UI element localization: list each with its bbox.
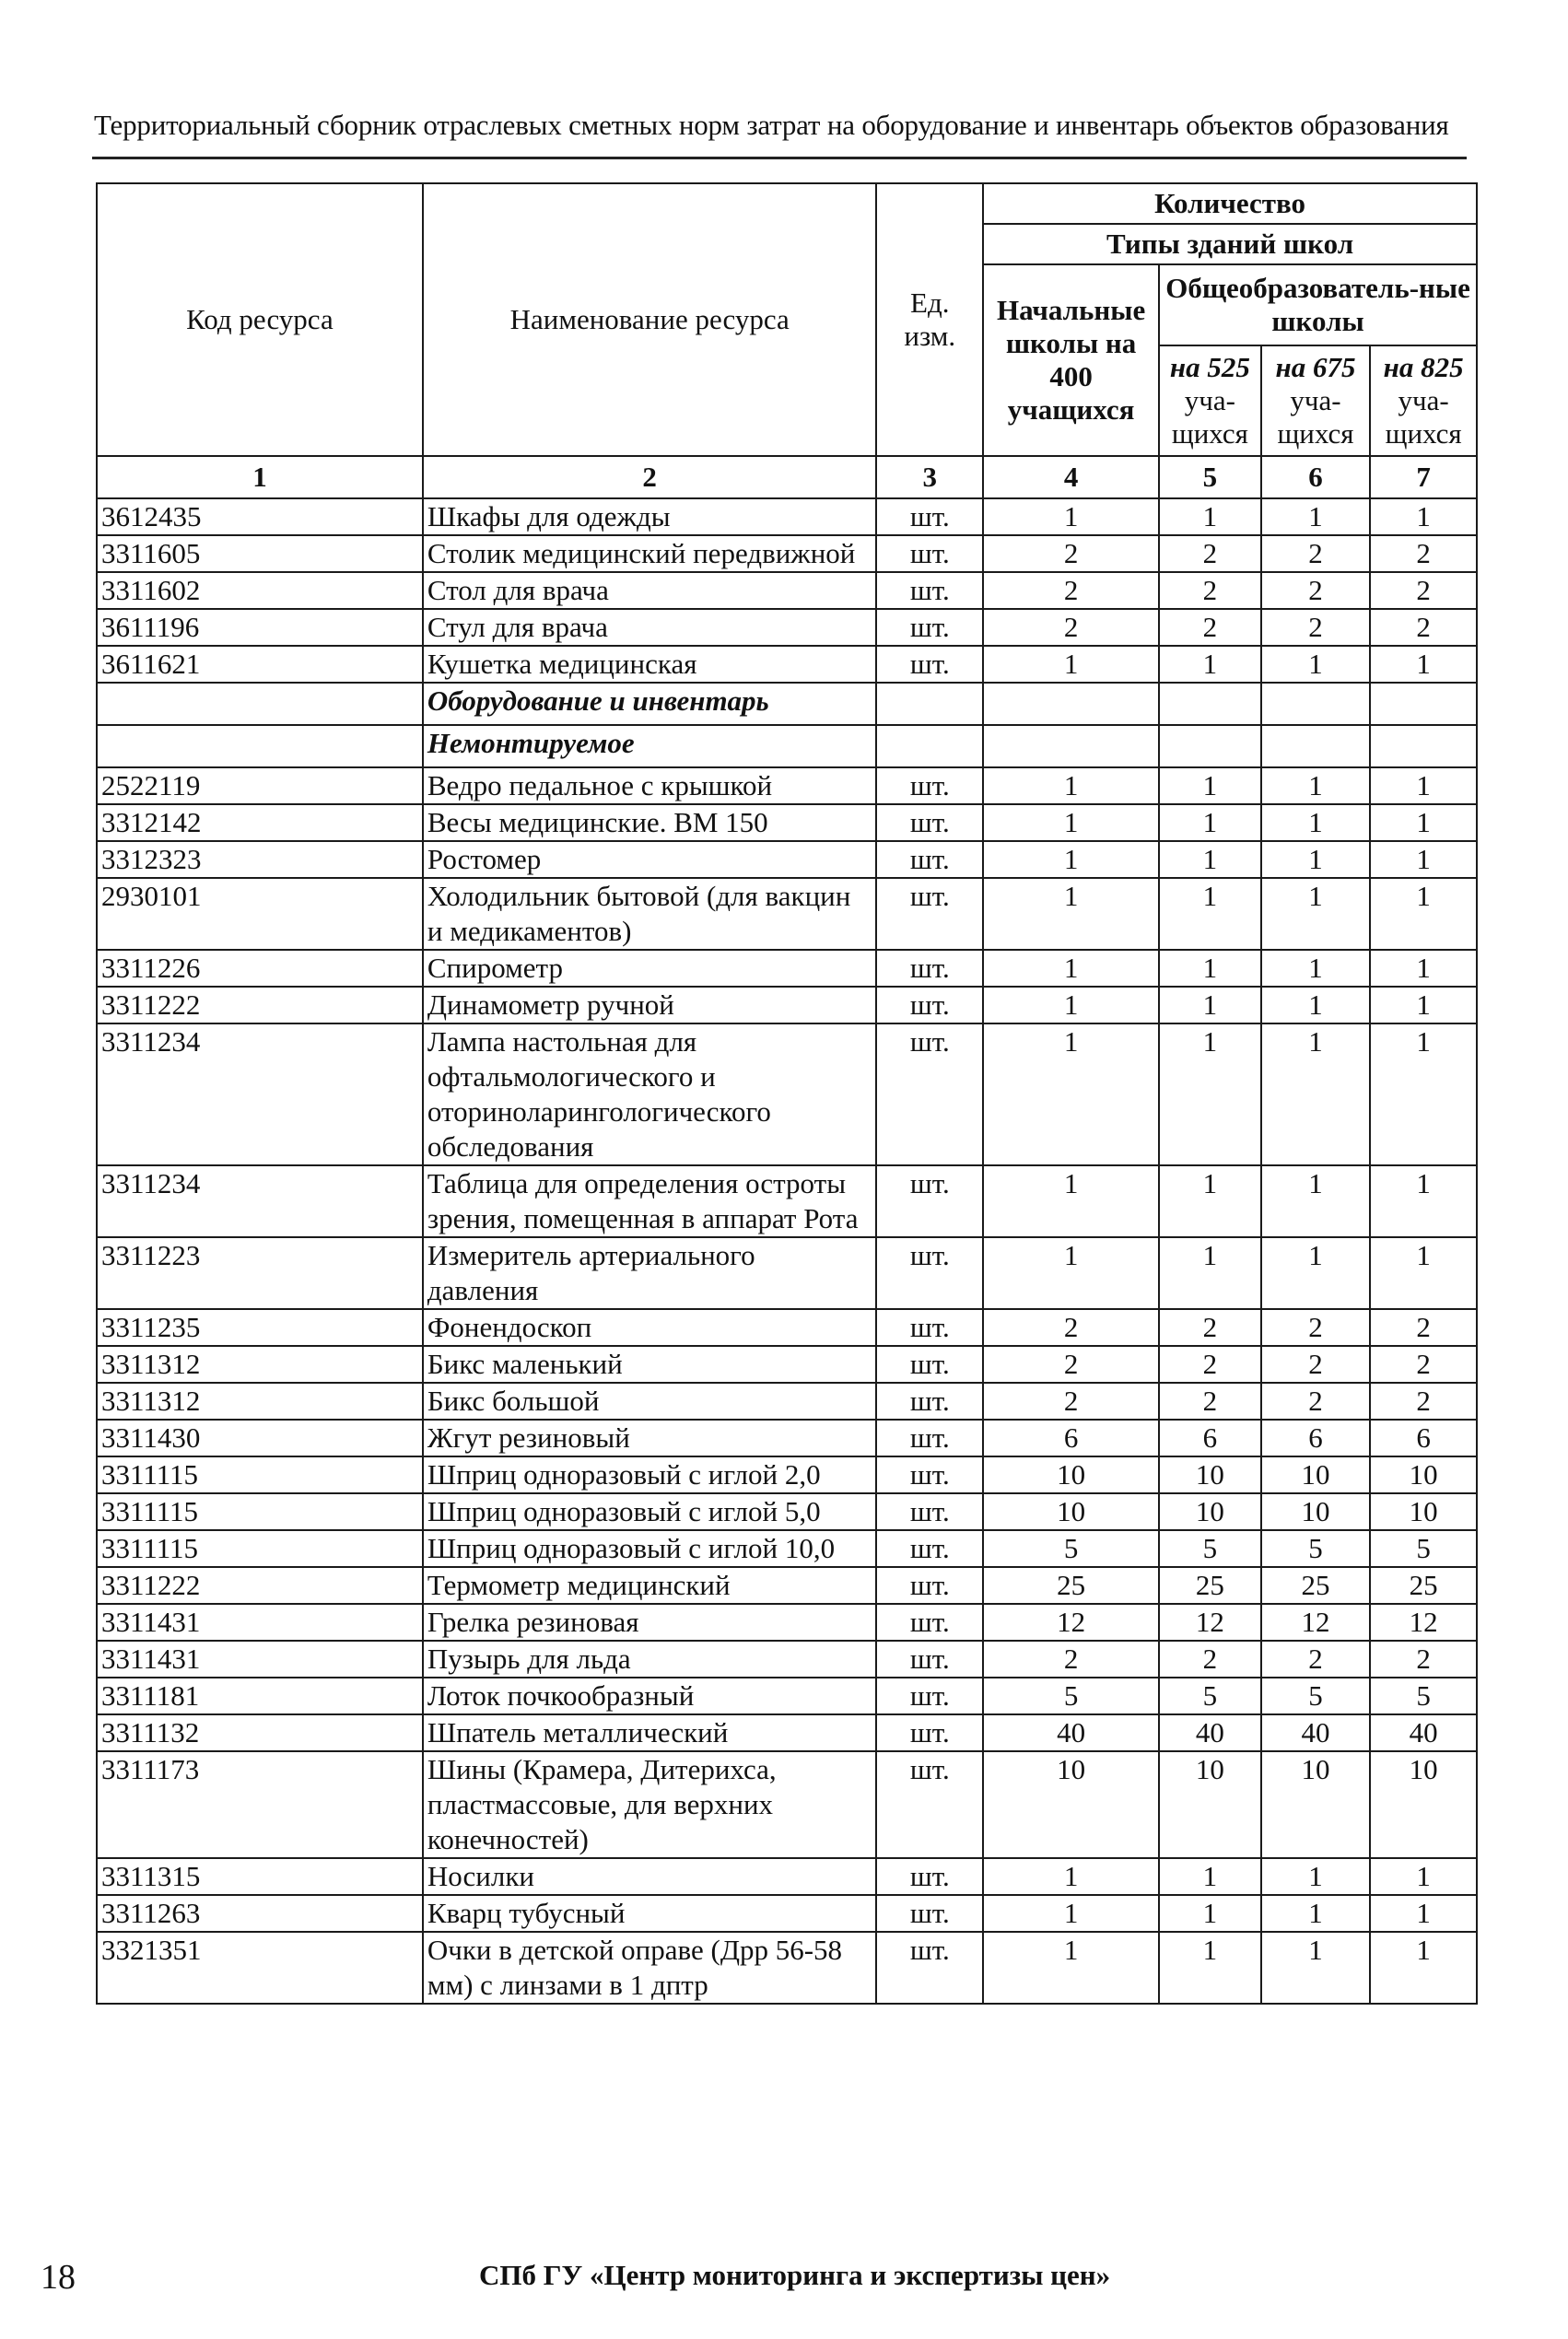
qty-general-675: 1: [1261, 646, 1371, 683]
qty-general-525: 1: [1159, 987, 1261, 1023]
col-number: 1: [97, 456, 423, 498]
table-row: [97, 1604, 1477, 1641]
resource-code: 3612435: [97, 498, 423, 535]
table-row: [97, 1346, 1477, 1383]
resource-name: Шприц одноразовый с иглой 10,0: [423, 1530, 877, 1567]
qty-general-675: 1: [1261, 1932, 1371, 2004]
qty-general-825: 12: [1370, 1604, 1477, 1641]
section-row: [97, 683, 1477, 725]
table-row: [97, 1895, 1477, 1932]
resource-code: 3311181: [97, 1678, 423, 1714]
unit-cell: шт.: [876, 1604, 983, 1641]
qty-general-675: 25: [1261, 1567, 1371, 1604]
unit-cell: шт.: [876, 987, 983, 1023]
unit-cell: шт.: [876, 950, 983, 987]
qty-general-825: 2: [1370, 1346, 1477, 1383]
resource-code: 3311132: [97, 1714, 423, 1751]
qty-general-525: 2: [1159, 1346, 1261, 1383]
qty-general-675: 40: [1261, 1714, 1371, 1751]
section-row: [97, 725, 1477, 767]
header-825: [1370, 345, 1477, 456]
col-number: 4: [983, 456, 1159, 498]
header-name: Наименование ресурса: [423, 183, 877, 456]
section-label: Немонтируемое: [423, 725, 877, 767]
qty-primary-400: 6: [983, 1420, 1159, 1456]
resource-name: Бикс маленький: [423, 1346, 877, 1383]
qty-primary-400: 1: [983, 646, 1159, 683]
resource-code: 3311115: [97, 1530, 423, 1567]
qty-general-525: 1: [1159, 804, 1261, 841]
unit-cell: шт.: [876, 1456, 983, 1493]
resource-code: 3611621: [97, 646, 423, 683]
resource-name: Стол для врача: [423, 572, 877, 609]
qty-general-525: 10: [1159, 1493, 1261, 1530]
resource-name: Таблица для определения остроты зрения, помещенная в аппарат Рота: [423, 1165, 877, 1237]
col-number: 7: [1370, 456, 1477, 498]
qty-general-675: 1: [1261, 1858, 1371, 1895]
qty-general-825: 10: [1370, 1493, 1477, 1530]
qty-primary-400: 2: [983, 572, 1159, 609]
qty-general-825: 1: [1370, 950, 1477, 987]
qty-general-675: 1: [1261, 498, 1371, 535]
resource-name: Шпатель металлический: [423, 1714, 877, 1751]
unit-cell: шт.: [876, 646, 983, 683]
empty-cell: [983, 683, 1159, 725]
qty-general-675: 1: [1261, 1237, 1371, 1309]
qty-general-675: 1: [1261, 950, 1371, 987]
qty-primary-400: 1: [983, 1023, 1159, 1165]
unit-cell: шт.: [876, 609, 983, 646]
qty-primary-400: 40: [983, 1714, 1159, 1751]
resource-code: 3311234: [97, 1165, 423, 1237]
col-number: 2: [423, 456, 877, 498]
qty-primary-400: 2: [983, 1346, 1159, 1383]
qty-general-525: 5: [1159, 1530, 1261, 1567]
header-525-top: на 525: [1169, 351, 1250, 383]
empty-cell: [876, 725, 983, 767]
qty-general-675: 10: [1261, 1751, 1371, 1858]
table-row: [97, 1237, 1477, 1309]
qty-primary-400: 10: [983, 1751, 1159, 1858]
resource-name: Грелка резиновая: [423, 1604, 877, 1641]
resource-code: 3311173: [97, 1751, 423, 1858]
qty-general-525: 2: [1159, 609, 1261, 646]
col-number: 3: [876, 456, 983, 498]
unit-cell: шт.: [876, 1420, 983, 1456]
resource-code: 3611196: [97, 609, 423, 646]
qty-general-525: 1: [1159, 646, 1261, 683]
qty-primary-400: 10: [983, 1456, 1159, 1493]
resource-name: Шины (Крамера, Дитерихса, пластмассовые, для верхних конечностей): [423, 1751, 877, 1858]
qty-primary-400: 2: [983, 1383, 1159, 1420]
qty-general-825: 5: [1370, 1678, 1477, 1714]
qty-general-825: 2: [1370, 1309, 1477, 1346]
unit-cell: шт.: [876, 878, 983, 950]
table-row: [97, 950, 1477, 987]
qty-general-525: 6: [1159, 1420, 1261, 1456]
qty-primary-400: 12: [983, 1604, 1159, 1641]
unit-cell: шт.: [876, 1714, 983, 1751]
resource-code: 2522119: [97, 767, 423, 804]
qty-general-525: 10: [1159, 1751, 1261, 1858]
resource-name: Шкафы для одежды: [423, 498, 877, 535]
qty-general-825: 2: [1370, 572, 1477, 609]
unit-cell: шт.: [876, 1641, 983, 1678]
qty-general-825: 1: [1370, 1237, 1477, 1309]
qty-general-825: 10: [1370, 1456, 1477, 1493]
resource-name: Лампа настольная для офтальмологического и оториноларингологического обследования: [423, 1023, 877, 1165]
qty-general-675: 5: [1261, 1678, 1371, 1714]
qty-primary-400: 1: [983, 1932, 1159, 2004]
qty-primary-400: 1: [983, 950, 1159, 987]
qty-general-675: 1: [1261, 1023, 1371, 1165]
qty-general-675: 2: [1261, 535, 1371, 572]
resource-name: Стул для врача: [423, 609, 877, 646]
header-525-bottom: уча-щихся: [1171, 384, 1248, 450]
table-row: [97, 609, 1477, 646]
resource-code: 3311223: [97, 1237, 423, 1309]
qty-general-825: 1: [1370, 767, 1477, 804]
resource-code: 3312323: [97, 841, 423, 878]
qty-primary-400: 1: [983, 878, 1159, 950]
qty-general-675: 2: [1261, 1309, 1371, 1346]
resource-code: 3311115: [97, 1456, 423, 1493]
qty-general-675: 1: [1261, 804, 1371, 841]
resource-name: Лоток почкообразный: [423, 1678, 877, 1714]
qty-primary-400: 25: [983, 1567, 1159, 1604]
header-825-top: на 825: [1383, 351, 1464, 383]
qty-general-675: 10: [1261, 1493, 1371, 1530]
qty-general-525: 2: [1159, 1383, 1261, 1420]
empty-cell: [1159, 683, 1261, 725]
qty-general-675: 6: [1261, 1420, 1371, 1456]
unit-cell: шт.: [876, 1309, 983, 1346]
qty-general-675: 2: [1261, 1383, 1371, 1420]
resource-name: Очки в детской оправе (Дрр 56-58 мм) с линзами в 1 дптр: [423, 1932, 877, 2004]
resource-code: 3312142: [97, 804, 423, 841]
qty-primary-400: 2: [983, 535, 1159, 572]
resource-name: Бикс большой: [423, 1383, 877, 1420]
qty-general-525: 1: [1159, 1932, 1261, 2004]
qty-general-825: 1: [1370, 1165, 1477, 1237]
qty-general-675: 1: [1261, 987, 1371, 1023]
qty-general-525: 1: [1159, 498, 1261, 535]
table-row: [97, 767, 1477, 804]
qty-primary-400: 2: [983, 1309, 1159, 1346]
header-general-schools: Общеобразователь-ные школы: [1159, 264, 1477, 345]
table-row: [97, 1641, 1477, 1678]
unit-cell: шт.: [876, 1165, 983, 1237]
resource-name: Термометр медицинский: [423, 1567, 877, 1604]
table-row: [97, 572, 1477, 609]
resource-code: 3311222: [97, 1567, 423, 1604]
empty-cell: [97, 725, 423, 767]
table-row: [97, 1383, 1477, 1420]
page-header: Территориальный сборник отраслевых сметных норм затрат на оборудование и инвентарь объектов образования: [94, 109, 1449, 141]
qty-general-825: 2: [1370, 1641, 1477, 1678]
qty-general-525: 1: [1159, 878, 1261, 950]
qty-general-825: 2: [1370, 535, 1477, 572]
qty-primary-400: 2: [983, 609, 1159, 646]
resource-table: [96, 182, 1478, 2005]
resource-name: Холодильник бытовой (для вакцин и медикаментов): [423, 878, 877, 950]
qty-general-675: 10: [1261, 1456, 1371, 1493]
unit-cell: шт.: [876, 572, 983, 609]
resource-name: Спирометр: [423, 950, 877, 987]
col-number: 5: [1159, 456, 1261, 498]
qty-general-675: 2: [1261, 1641, 1371, 1678]
qty-general-675: 1: [1261, 767, 1371, 804]
resource-name: Столик медицинский передвижной: [423, 535, 877, 572]
qty-general-825: 1: [1370, 1858, 1477, 1895]
empty-cell: [1370, 725, 1477, 767]
qty-primary-400: 5: [983, 1530, 1159, 1567]
qty-general-675: 5: [1261, 1530, 1371, 1567]
qty-general-525: 1: [1159, 841, 1261, 878]
qty-general-825: 1: [1370, 646, 1477, 683]
unit-cell: шт.: [876, 1895, 983, 1932]
unit-cell: шт.: [876, 1567, 983, 1604]
table-row: [97, 1493, 1477, 1530]
qty-general-525: 5: [1159, 1678, 1261, 1714]
unit-cell: шт.: [876, 1751, 983, 1858]
empty-cell: [876, 683, 983, 725]
table-row: [97, 878, 1477, 950]
resource-name: Измеритель артериального давления: [423, 1237, 877, 1309]
qty-general-825: 1: [1370, 804, 1477, 841]
table-row: [97, 1714, 1477, 1751]
qty-general-825: 2: [1370, 1383, 1477, 1420]
qty-general-675: 1: [1261, 878, 1371, 950]
resource-code: 3311602: [97, 572, 423, 609]
table-row: [97, 1165, 1477, 1237]
header-675: [1261, 345, 1371, 456]
qty-general-525: 2: [1159, 1641, 1261, 1678]
qty-general-825: 1: [1370, 1895, 1477, 1932]
resource-name: Весы медицинские. ВМ 150: [423, 804, 877, 841]
resource-name: Кварц тубусный: [423, 1895, 877, 1932]
qty-general-525: 1: [1159, 1858, 1261, 1895]
table-row: [97, 1932, 1477, 2004]
qty-general-825: 1: [1370, 1023, 1477, 1165]
resource-name: Фонендоскоп: [423, 1309, 877, 1346]
table-row: [97, 1420, 1477, 1456]
qty-general-525: 12: [1159, 1604, 1261, 1641]
qty-general-675: 2: [1261, 609, 1371, 646]
resource-code: 3311431: [97, 1641, 423, 1678]
qty-primary-400: 1: [983, 1237, 1159, 1309]
resource-code: 3311263: [97, 1895, 423, 1932]
qty-general-825: 1: [1370, 987, 1477, 1023]
qty-general-525: 2: [1159, 1309, 1261, 1346]
qty-general-675: 1: [1261, 1895, 1371, 1932]
unit-cell: шт.: [876, 1383, 983, 1420]
table-row: [97, 1678, 1477, 1714]
qty-primary-400: 1: [983, 1165, 1159, 1237]
resource-code: 3311312: [97, 1383, 423, 1420]
header-primary-schools: Начальные школы на 400 учащихся: [983, 264, 1159, 456]
page-number: 18: [41, 2258, 76, 2297]
table-row: [97, 535, 1477, 572]
table-row: [97, 841, 1477, 878]
unit-cell: шт.: [876, 841, 983, 878]
header-unit: Ед. изм.: [876, 183, 983, 456]
qty-general-825: 1: [1370, 498, 1477, 535]
table-row: [97, 1751, 1477, 1858]
col-number: 6: [1261, 456, 1371, 498]
empty-cell: [983, 725, 1159, 767]
resource-name: Динамометр ручной: [423, 987, 877, 1023]
resource-code: 3311312: [97, 1346, 423, 1383]
qty-primary-400: 1: [983, 498, 1159, 535]
empty-cell: [1261, 683, 1371, 725]
table-row: [97, 1567, 1477, 1604]
resource-code: 3311222: [97, 987, 423, 1023]
resource-code: 2930101: [97, 878, 423, 950]
resource-code: 3321351: [97, 1932, 423, 2004]
qty-general-525: 1: [1159, 1023, 1261, 1165]
resource-code: 3311234: [97, 1023, 423, 1165]
unit-cell: шт.: [876, 1932, 983, 2004]
qty-general-525: 1: [1159, 1895, 1261, 1932]
header-building-types: Типы зданий школ: [983, 224, 1477, 264]
header-code: Код ресурса: [97, 183, 423, 456]
unit-cell: шт.: [876, 1858, 983, 1895]
table-row: [97, 1456, 1477, 1493]
table-row: [97, 1309, 1477, 1346]
qty-general-525: 1: [1159, 950, 1261, 987]
unit-cell: шт.: [876, 1678, 983, 1714]
qty-primary-400: 1: [983, 767, 1159, 804]
header-675-top: на 675: [1275, 351, 1356, 383]
resource-code: 3311315: [97, 1858, 423, 1895]
resource-code: 3311430: [97, 1420, 423, 1456]
qty-primary-400: 1: [983, 987, 1159, 1023]
unit-cell: шт.: [876, 535, 983, 572]
header-825-bottom: уча-щихся: [1385, 384, 1462, 450]
table-body: [97, 498, 1477, 2004]
resource-name: Носилки: [423, 1858, 877, 1895]
table-row: [97, 1858, 1477, 1895]
qty-primary-400: 1: [983, 841, 1159, 878]
header-quantity: Количество: [983, 183, 1477, 224]
page-footer: СПб ГУ «Центр мониторинга и экспертизы цен»: [479, 2259, 1111, 2291]
table-row: [97, 987, 1477, 1023]
unit-cell: шт.: [876, 1493, 983, 1530]
qty-general-675: 1: [1261, 1165, 1371, 1237]
qty-general-825: 40: [1370, 1714, 1477, 1751]
qty-general-525: 2: [1159, 535, 1261, 572]
qty-general-525: 1: [1159, 1165, 1261, 1237]
resource-name: Жгут резиновый: [423, 1420, 877, 1456]
qty-general-525: 40: [1159, 1714, 1261, 1751]
unit-cell: шт.: [876, 1237, 983, 1309]
unit-cell: шт.: [876, 498, 983, 535]
qty-primary-400: 1: [983, 1895, 1159, 1932]
qty-general-525: 2: [1159, 572, 1261, 609]
table-row: [97, 804, 1477, 841]
table-row: [97, 646, 1477, 683]
unit-cell: шт.: [876, 1023, 983, 1165]
header-675-bottom: уча-щихся: [1277, 384, 1354, 450]
qty-general-675: 1: [1261, 841, 1371, 878]
empty-cell: [1159, 725, 1261, 767]
unit-cell: шт.: [876, 1346, 983, 1383]
unit-cell: шт.: [876, 804, 983, 841]
resource-name: Кушетка медицинская: [423, 646, 877, 683]
qty-primary-400: 1: [983, 804, 1159, 841]
resource-code: 3311431: [97, 1604, 423, 1641]
empty-cell: [1261, 725, 1371, 767]
resource-name: Пузырь для льда: [423, 1641, 877, 1678]
qty-primary-400: 10: [983, 1493, 1159, 1530]
resource-name: Шприц одноразовый с иглой 5,0: [423, 1493, 877, 1530]
table-row: [97, 1023, 1477, 1165]
table-row: [97, 498, 1477, 535]
qty-general-525: 1: [1159, 767, 1261, 804]
resource-name: Ростомер: [423, 841, 877, 878]
header-525: [1159, 345, 1261, 456]
resource-code: 3311115: [97, 1493, 423, 1530]
qty-general-825: 25: [1370, 1567, 1477, 1604]
qty-general-675: 2: [1261, 1346, 1371, 1383]
qty-primary-400: 5: [983, 1678, 1159, 1714]
unit-cell: шт.: [876, 1530, 983, 1567]
resource-name: Шприц одноразовый с иглой 2,0: [423, 1456, 877, 1493]
qty-general-525: 25: [1159, 1567, 1261, 1604]
qty-general-675: 2: [1261, 572, 1371, 609]
qty-general-825: 2: [1370, 609, 1477, 646]
resource-code: 3311235: [97, 1309, 423, 1346]
qty-general-525: 1: [1159, 1237, 1261, 1309]
qty-general-675: 12: [1261, 1604, 1371, 1641]
qty-primary-400: 1: [983, 1858, 1159, 1895]
qty-general-825: 10: [1370, 1751, 1477, 1858]
qty-general-825: 1: [1370, 841, 1477, 878]
qty-general-825: 1: [1370, 1932, 1477, 2004]
resource-name: Ведро педальное с крышкой: [423, 767, 877, 804]
unit-cell: шт.: [876, 767, 983, 804]
header-divider: [92, 157, 1467, 159]
resource-code: 3311226: [97, 950, 423, 987]
qty-general-825: 5: [1370, 1530, 1477, 1567]
qty-general-825: 1: [1370, 878, 1477, 950]
section-label: Оборудование и инвентарь: [423, 683, 877, 725]
qty-primary-400: 2: [983, 1641, 1159, 1678]
table-row: [97, 1530, 1477, 1567]
qty-general-825: 6: [1370, 1420, 1477, 1456]
resource-code: 3311605: [97, 535, 423, 572]
empty-cell: [1370, 683, 1477, 725]
qty-general-525: 10: [1159, 1456, 1261, 1493]
empty-cell: [97, 683, 423, 725]
